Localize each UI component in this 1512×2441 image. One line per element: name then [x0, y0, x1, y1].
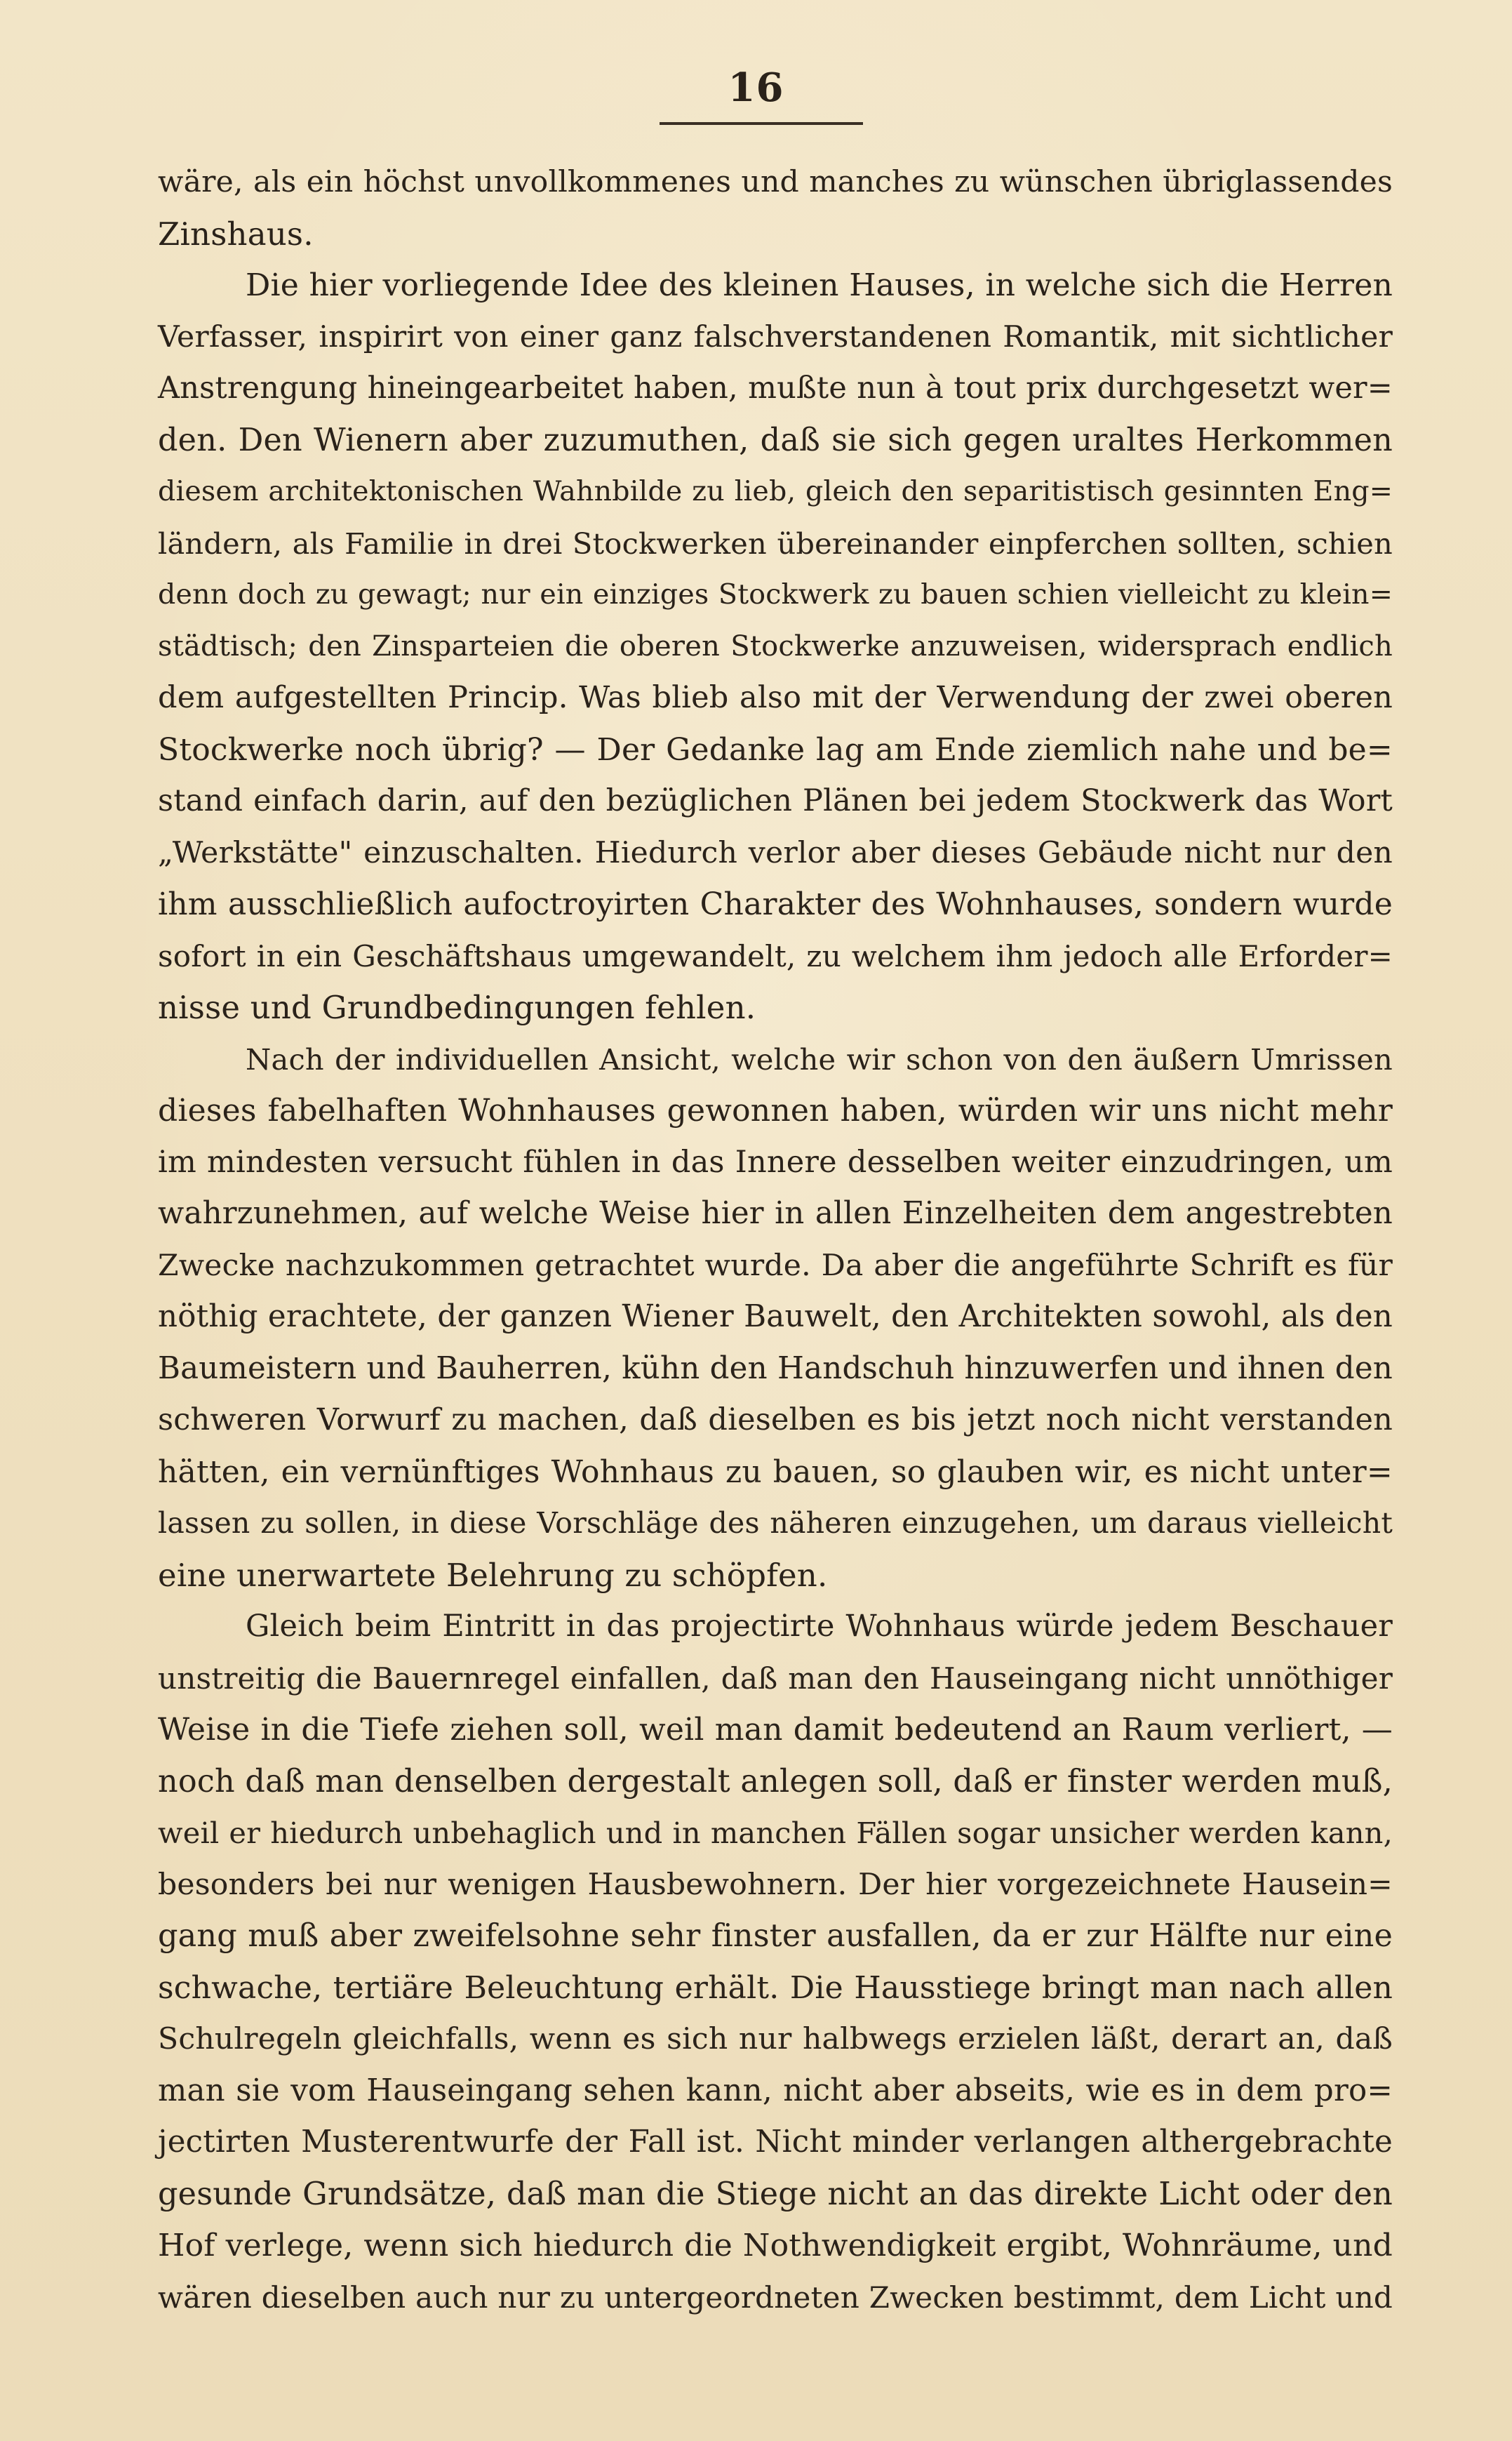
text-line: gang muß aber zweifelsohne sehr finster ausfallen, da er zur Hälfte nur eine [158, 1918, 1393, 1954]
text-line: unstreitig die Bauernregel einfallen, daß man den Hauseingang nicht unnöthiger [158, 1661, 1393, 1696]
text-line: noch daß man denselben dergestalt anlegen soll, daß er finster werden muß, [158, 1763, 1393, 1800]
text-line: schweren Vorwurf zu machen, daß dieselben es bis jetzt noch nicht verstanden [158, 1402, 1393, 1437]
text-line: wahrzunehmen, auf welche Weise hier in allen Einzelheiten dem angestrebten [158, 1196, 1393, 1231]
text-line: nisse und Grundbedingungen fehlen. [158, 989, 756, 1026]
text-line: „Werkstätte" einzuschalten. Hiedurch verlor aber dieses Gebäude nicht nur den [158, 835, 1393, 870]
page-number: 16 [728, 65, 784, 111]
text-line: Gleich beim Eintritt in das projectirte Wohnhaus würde jedem Beschauer [246, 1609, 1393, 1644]
text-line: Schulregeln gleichfalls, wenn es sich nur halbwegs erzielen läßt, derart an, daß [158, 2022, 1393, 2056]
text-line: jectirten Musterentwurfe der Fall ist. Nicht minder verlangen althergebrachte [158, 2124, 1393, 2160]
text-line: ländern, als Familie in drei Stockwerken übereinander einpferchen sollten, schien [158, 526, 1393, 561]
text-line: Stockwerke noch übrig? — Der Gedanke lag am Ende ziemlich nahe und be= [158, 731, 1393, 768]
text-line: den. Den Wienern aber zuzumuthen, daß sie sich gegen uraltes Herkommen [158, 422, 1393, 458]
text-line: eine unerwartete Belehrung zu schöpfen. [158, 1556, 828, 1594]
text-line: wären dieselben auch nur zu untergeordneten Zwecken bestimmt, dem Licht und [158, 2280, 1393, 2315]
text-line: nöthig erachtete, der ganzen Wiener Bauwelt, den Architekten sowohl, als den [158, 1299, 1393, 1334]
text-line: städtisch; den Zinsparteien die oberen Stockwerke anzuweisen, widersprach endlich [158, 630, 1393, 663]
text-line: sofort in ein Geschäftshaus umgewandelt, zu welchem ihm jedoch alle Erforder= [158, 938, 1393, 973]
text-line: im mindesten versucht fühlen in das Innere desselben weiter einzudringen, um [158, 1144, 1393, 1180]
text-line: Zwecke nachzukommen getrachtet wurde. Da aber die angeführte Schrift es für [158, 1248, 1393, 1283]
text-line: schwache, tertiäre Beleuchtung erhält. Die Hausstiege bringt man nach allen [158, 1969, 1393, 2006]
text-line: diesem architektonischen Wahnbilde zu lieb, gleich den separitistisch gesinnten Eng= [158, 475, 1393, 507]
text-line: dem aufgestellten Princip. Was blieb also mit der Verwendung der zwei oberen [158, 680, 1393, 715]
text-line: gesunde Grundsätze, daß man die Stiege nicht an das direkte Licht oder den [158, 2176, 1393, 2212]
text-line: besonders bei nur wenigen Hausbewohnern. Der hier vorgezeichnete Hausein= [158, 1867, 1393, 1902]
text-line: man sie vom Hauseingang sehen kann, nicht aber abseits, wie es in dem pro= [158, 2073, 1393, 2108]
text-line: Verfasser, inspirirt von einer ganz falschverstandenen Romantik, mit sichtlicher [158, 319, 1393, 354]
text-line: ihm ausschließlich aufoctroyirten Charakter des Wohnhauses, sondern wurde [158, 886, 1393, 922]
text-line: dieses fabelhaften Wohnhauses gewonnen haben, würden wir uns nicht mehr [158, 1093, 1393, 1129]
text-line: Nach der individuellen Ansicht, welche wir schon von den äußern Umrissen [246, 1042, 1393, 1077]
header-rule [660, 122, 863, 125]
text-line: Weise in die Tiefe ziehen soll, weil man damit bedeutend an Raum verliert, — [158, 1712, 1393, 1748]
text-line: Zinshaus. [158, 215, 314, 253]
text-line: weil er hiedurch unbehaglich und in manchen Fällen sogar unsicher werden kann, [158, 1816, 1393, 1850]
text-line: stand einfach darin, auf den bezüglichen Plänen bei jedem Stockwerk das Wort [158, 783, 1393, 818]
text-line: denn doch zu gewagt; nur ein einziges Stockwerk zu bauen schien vielleicht zu klein= [158, 578, 1393, 611]
text-line: Die hier vorliegende Idee des kleinen Hauses, in welche sich die Herren [246, 267, 1393, 303]
body-text [158, 157, 1393, 2323]
text-line: Hof verlege, wenn sich hiedurch die Nothwendigkeit ergibt, Wohnräume, und [158, 2228, 1393, 2263]
text-line: Baumeistern und Bauherren, kühn den Handschuh hinzuwerfen und ihnen den [158, 1350, 1393, 1386]
text-line: hätten, ein vernünftiges Wohnhaus zu bauen, so glauben wir, es nicht unter= [158, 1454, 1393, 1490]
text-line: wäre, als ein höchst unvollkommenes und manches zu wünschen übriglassendes [158, 165, 1393, 199]
text-line: lassen zu sollen, in diese Vorschläge des näheren einzugehen, um daraus vielleicht [158, 1506, 1393, 1540]
text-line: Anstrengung hineingearbeitet haben, mußte nun à tout prix durchgesetzt wer= [158, 371, 1393, 406]
